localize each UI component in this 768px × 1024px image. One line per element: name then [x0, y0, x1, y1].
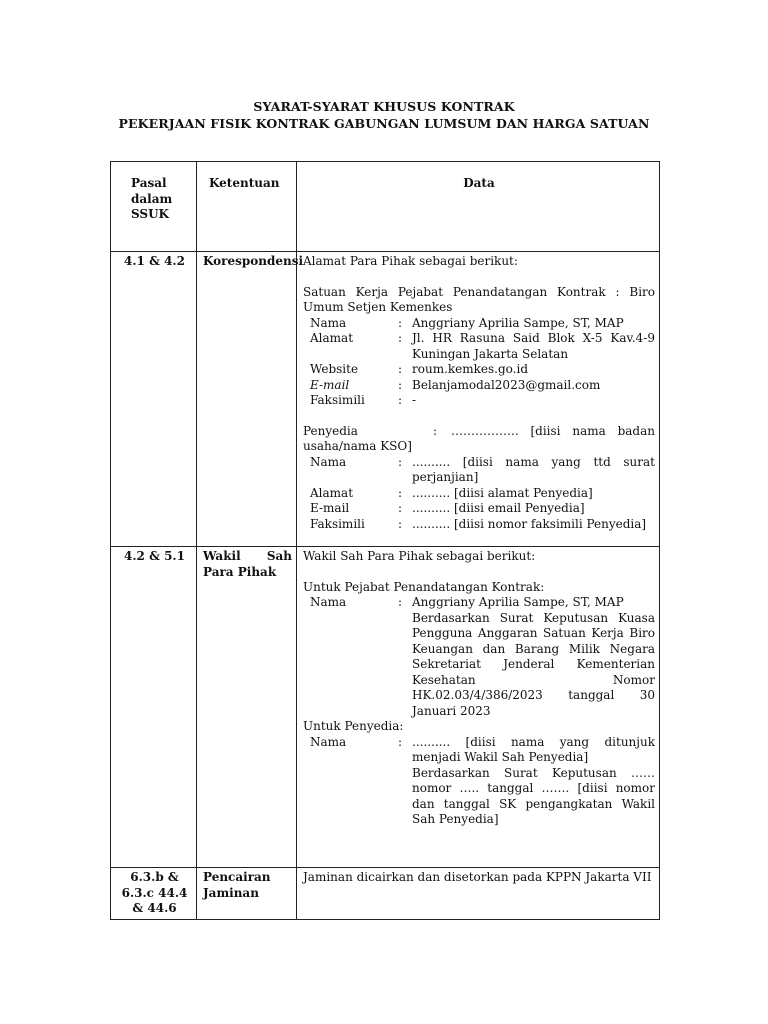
field-value: Berdasarkan Surat Keputusan …… nomor ….. tanggal ……. [diisi nomor dan tanggal SK pengangkatan Wakil Sah Penyedia]	[412, 765, 655, 826]
field-sep: :	[398, 485, 403, 500]
document-title: SYARAT-SYARAT KHUSUS KONTRAK	[253, 99, 515, 114]
field-label: Nama	[310, 454, 347, 469]
pasal-cell: 6.3.b & 6.3.c 44.4 & 44.6	[111, 868, 197, 920]
field-value: .......... [diisi nama yang ttd surat perjanjian]	[412, 454, 655, 484]
field-sep: :	[398, 454, 403, 469]
penyedia-wakil-label: Untuk Penyedia:	[303, 719, 404, 733]
field-value: Jl. HR Rasuna Said Blok X-5 Kav.4-9 Kuningan Jakarta Selatan	[412, 331, 655, 361]
ppk-field-website	[303, 362, 655, 378]
field-value: .......... [diisi alamat Penyedia]	[412, 485, 593, 500]
penyedia-label: Penyedia	[303, 423, 358, 438]
field-sep: :	[398, 501, 403, 515]
field-label: Faksimili	[310, 393, 365, 407]
ketentuan-cell: Pencairan Jaminan	[197, 868, 297, 920]
ppk-label: Untuk Pejabat Penandatangan Kontrak:	[303, 579, 545, 594]
field-label: Alamat	[310, 331, 354, 345]
field-sep: :	[398, 362, 403, 376]
ppk-field-email	[303, 378, 655, 394]
field-label: Nama	[310, 315, 347, 330]
field-label: E-mail	[310, 501, 350, 515]
field-value: .......... [diisi nomor faksimili Penyedia]	[412, 516, 647, 531]
data-cell	[297, 252, 660, 547]
field-label: Website	[310, 362, 359, 376]
field-value: Berdasarkan Surat Keputusan Kuasa Pengguna Anggaran Satuan Kerja Biro Keuangan dan Barang Milik Negara Sekretariat Jenderal Kementerian Kesehatan Nomor HK.02.03/4/386/2023 tanggal 30 Januari 2023	[412, 610, 655, 718]
ketentuan-cell	[197, 547, 297, 868]
penyedia-wakil-nama	[303, 735, 655, 766]
field-label: Alamat	[310, 485, 354, 500]
field-value: Anggriany Aprilia Sampe, ST, MAP	[412, 595, 624, 609]
field-label: Nama	[310, 734, 347, 749]
penyedia-field-email	[303, 501, 655, 517]
penyedia-field-nama	[303, 455, 655, 486]
field-value: -	[412, 393, 417, 407]
field-sep: :	[398, 377, 403, 392]
table-row	[111, 547, 660, 868]
ssuk-table	[110, 161, 660, 920]
penyedia-value: …………….. [diisi nama badan usaha/nama KSO]	[303, 423, 655, 453]
ppk-field-faksimili	[303, 393, 655, 409]
ppk-field-alamat	[303, 331, 655, 362]
field-value: Anggriany Aprilia Sampe, ST, MAP	[412, 315, 624, 330]
data-cell	[297, 547, 660, 868]
field-label: Faksimili	[310, 516, 365, 531]
wakil-intro: Wakil Sah Para Pihak sebagai berikut:	[303, 549, 536, 563]
field-label: E-mail	[310, 377, 350, 392]
pasal-cell: 4.1 & 4.2	[111, 252, 197, 547]
field-sep: :	[398, 331, 403, 345]
ketentuan-word-3: Para Pihak	[203, 564, 277, 579]
field-sep: :	[398, 516, 403, 531]
field-label: Nama	[310, 595, 347, 609]
header-pasal: Pasal dalam SSUK	[111, 162, 197, 252]
penyedia-field-alamat	[303, 486, 655, 502]
field-value: .......... [diisi nama yang ditunjuk menjadi Wakil Sah Penyedia]	[412, 734, 655, 764]
penyedia-wakil-dasar	[303, 766, 655, 828]
table-header-row	[111, 162, 660, 252]
field-value: roum.kemkes.go.id	[412, 362, 529, 376]
penyedia-sep: :	[433, 423, 438, 438]
ketentuan-word-1: Wakil	[203, 549, 241, 563]
field-value: .......... [diisi email Penyedia]	[412, 501, 585, 515]
penyedia-field-faksimili	[303, 517, 655, 533]
correspondence-intro: Alamat Para Pihak sebagai berikut:	[303, 254, 518, 268]
field-sep: :	[398, 595, 403, 609]
ketentuan-word-2: Sah	[266, 549, 292, 563]
data-cell: Jaminan dicairkan dan disetorkan pada KPPN Jakarta VII	[297, 868, 660, 920]
ppk-wakil-nama	[303, 595, 655, 611]
field-value: Belanjamodal2023@gmail.com	[412, 377, 601, 392]
ketentuan-cell: Korespondensi	[197, 252, 297, 547]
ppk-field-nama	[303, 316, 655, 332]
table-row	[111, 868, 660, 920]
header-data: Data	[297, 162, 660, 252]
field-sep: :	[398, 315, 403, 330]
header-ketentuan: Ketentuan	[197, 162, 297, 252]
ppk-wakil-dasar	[303, 611, 655, 720]
field-sep: :	[398, 734, 403, 749]
field-sep: :	[398, 393, 403, 407]
document-subtitle: PEKERJAAN FISIK KONTRAK GABUNGAN LUMSUM DAN HARGA SATUAN	[118, 116, 650, 131]
satker-text: Satuan Kerja Pejabat Penandatangan Kontrak : Biro Umum Setjen Kemenkes	[303, 284, 655, 314]
table-row	[111, 252, 660, 547]
pasal-cell: 4.2 & 5.1	[111, 547, 197, 868]
